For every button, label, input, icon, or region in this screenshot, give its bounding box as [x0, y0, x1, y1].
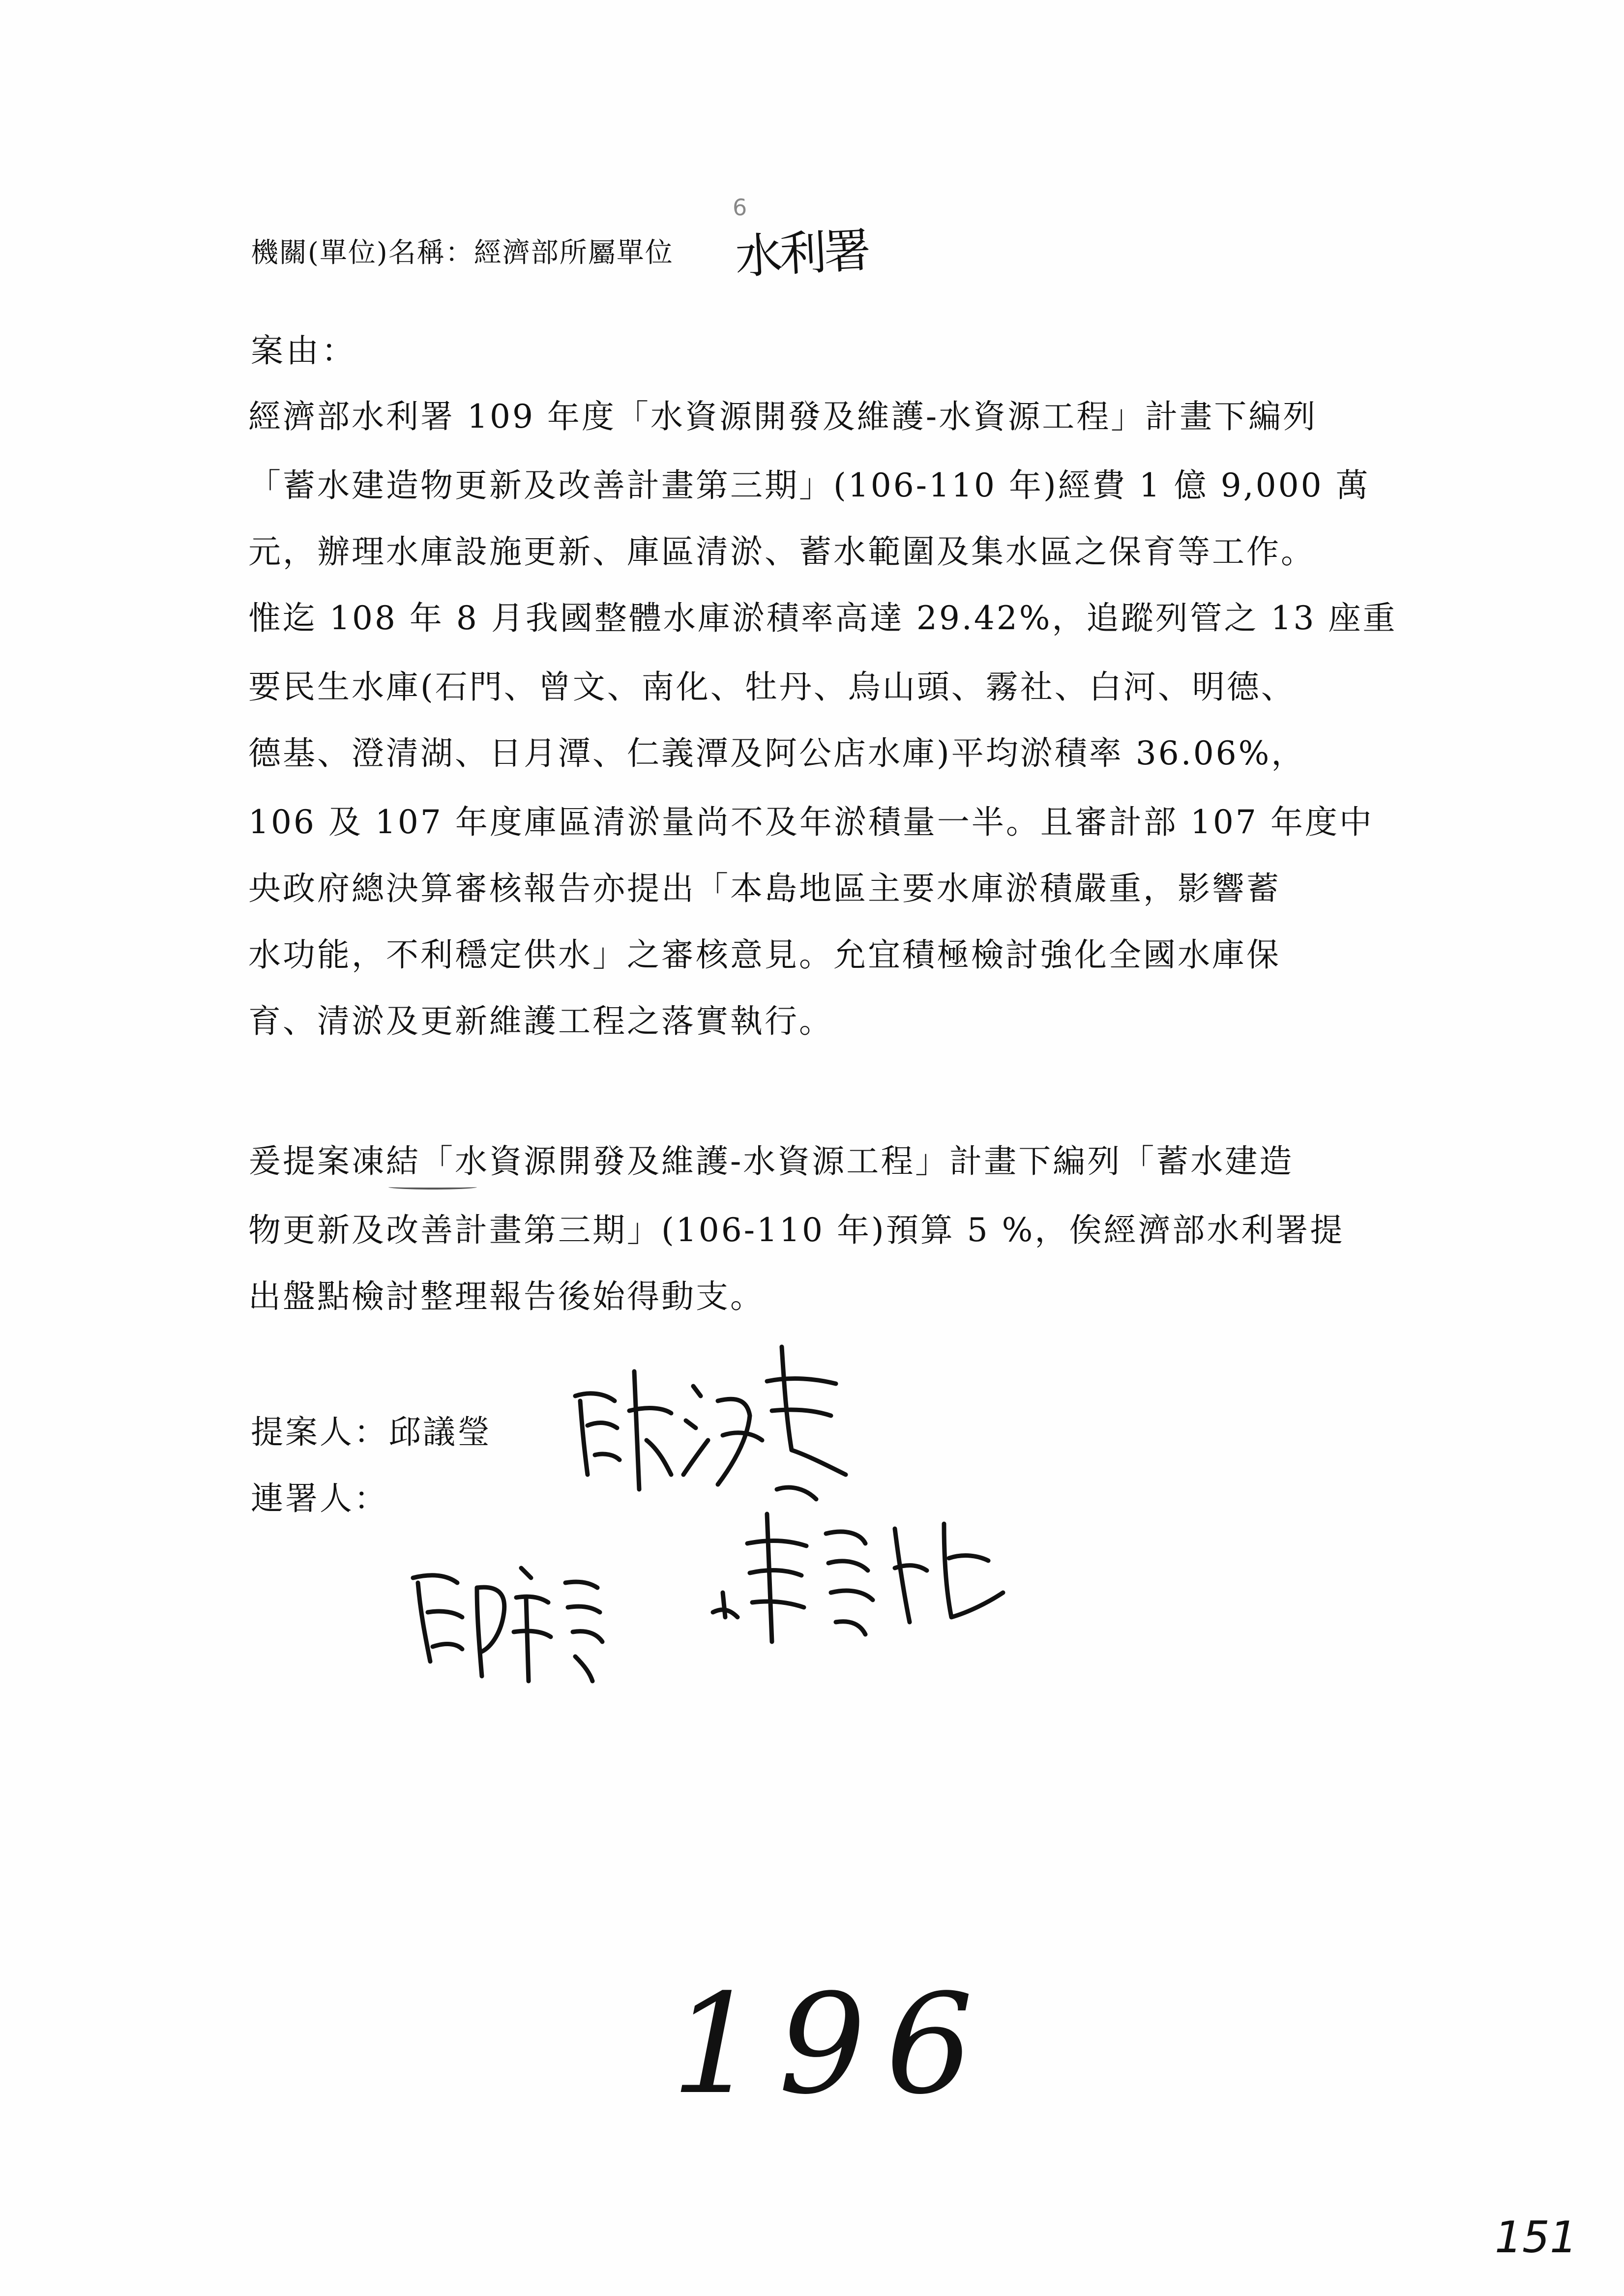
reason-line: 要民生水庫(石門、曾文、南化、牡丹、烏山頭、霧社、白河、明德、 — [248, 668, 1296, 706]
reason-line: 育、清淤及更新維護工程之落實執行。 — [248, 1002, 833, 1040]
reason-line: 水功能，不利穩定供水」之審核意見。允宜積極檢討強化全國水庫保 — [248, 936, 1281, 974]
proposer-label: 提案人：邱議瑩 — [251, 1413, 492, 1451]
reason-line: 經濟部水利署 109 年度「水資源開發及維護-水資源工程」計畫下編列 — [248, 398, 1318, 436]
reason-line: 元，辦理水庫設施更新、庫區清淤、蓄水範圍及集水區之保育等工作。 — [248, 533, 1315, 571]
proposal-line: 物更新及改善計畫第三期」(106-110 年)預算 5 %，俟經濟部水利署提 — [248, 1211, 1345, 1249]
reason-label: 案由： — [251, 332, 357, 370]
handwritten-mark: 6 — [733, 194, 747, 221]
reason-line: 央政府總決算審核報告亦提出「本島地區主要水庫淤積嚴重，影響蓄 — [248, 870, 1281, 907]
cosigner-label: 連署人： — [251, 1480, 388, 1517]
handwritten-page-number: 196 — [671, 1965, 993, 2125]
reason-line: 惟迄 108 年 8 月我國整體水庫淤積率高達 29.42%，追蹤列管之 13 座重 — [248, 599, 1397, 637]
proposal-line: 出盤點檢討整理報告後始得動支。 — [248, 1278, 765, 1315]
agency-label: 機關(單位)名稱：經濟部所屬單位 — [251, 237, 674, 269]
reason-line: 106 及 107 年度庫區清淤量尚不及年淤積量一半。且審計部 107 年度中 — [248, 803, 1374, 841]
cosigner-signature — [703, 1494, 1018, 1657]
pen-underline-mark — [388, 1185, 477, 1190]
reason-line: 德基、澄清湖、日月潭、仁義潭及阿公店水庫)平均淤積率 36.06%， — [248, 734, 1306, 772]
handwritten-unit-name: 水利署 — [734, 223, 870, 285]
corner-page-number: 151 — [1495, 2212, 1577, 2263]
cosigner-signature — [403, 1548, 615, 1696]
reason-line: 「蓄水建造物更新及改善計畫第三期」(106-110 年)經費 1 億 9,000 萬 — [248, 466, 1370, 504]
proposal-line: 爰提案凍結「水資源開發及維護-水資源工程」計畫下編列「蓄水建造 — [248, 1142, 1294, 1180]
